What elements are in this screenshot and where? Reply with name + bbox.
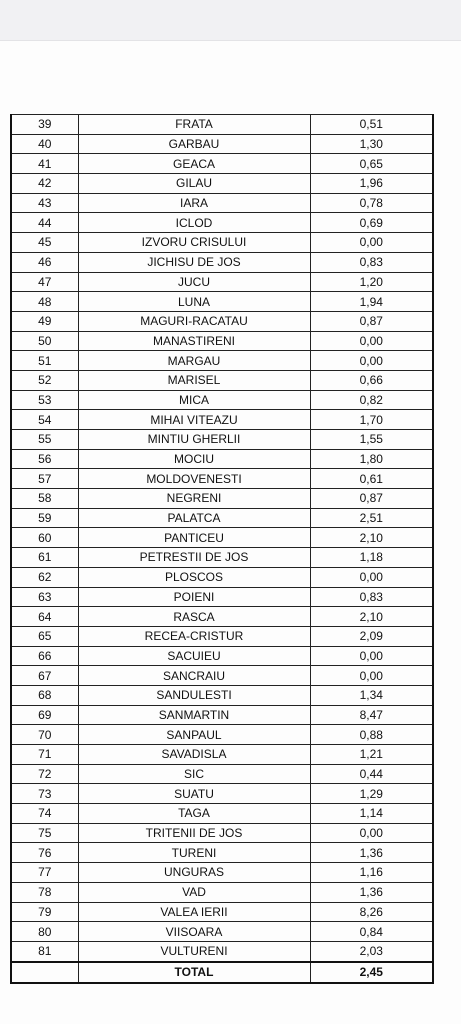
table-body — [11, 115, 433, 962]
row-number: 42 — [11, 174, 78, 194]
locality-name: PANTICEU — [78, 528, 310, 548]
locality-name: MARGAU — [78, 351, 310, 371]
table-row — [11, 489, 433, 509]
row-number: 64 — [11, 607, 78, 627]
row-number: 56 — [11, 449, 78, 469]
row-number: 66 — [11, 646, 78, 666]
row-value: 0,00 — [310, 331, 433, 351]
row-value: 1,16 — [310, 863, 433, 883]
row-value: 8,47 — [310, 705, 433, 725]
table-row — [11, 449, 433, 469]
row-number: 61 — [11, 548, 78, 568]
row-number: 58 — [11, 489, 78, 509]
row-number: 73 — [11, 784, 78, 804]
row-number: 55 — [11, 430, 78, 450]
locality-name: SANMARTIN — [78, 705, 310, 725]
row-value: 0,44 — [310, 764, 433, 784]
row-number: 59 — [11, 508, 78, 528]
table-row — [11, 843, 433, 863]
table-row — [11, 508, 433, 528]
total-value: 2,45 — [310, 962, 433, 983]
row-value: 1,14 — [310, 804, 433, 824]
row-number: 52 — [11, 370, 78, 390]
locality-name: IARA — [78, 193, 310, 213]
total-row — [11, 962, 433, 983]
locality-name: JUCU — [78, 272, 310, 292]
table-row — [11, 134, 433, 154]
table-row — [11, 174, 433, 194]
table-row — [11, 784, 433, 804]
row-value: 1,55 — [310, 430, 433, 450]
locality-name: MANASTIRENI — [78, 331, 310, 351]
row-value: 0,88 — [310, 725, 433, 745]
row-value: 0,87 — [310, 489, 433, 509]
locality-name: TRITENII DE JOS — [78, 823, 310, 843]
table-row — [11, 745, 433, 765]
table-row — [11, 587, 433, 607]
table-row — [11, 351, 433, 371]
row-number: 81 — [11, 941, 78, 961]
table-row — [11, 646, 433, 666]
row-value: 0,84 — [310, 922, 433, 942]
row-number: 65 — [11, 626, 78, 646]
table-row — [11, 430, 433, 450]
row-value: 1,94 — [310, 292, 433, 312]
row-value: 1,20 — [310, 272, 433, 292]
row-number: 41 — [11, 154, 78, 174]
row-number: 51 — [11, 351, 78, 371]
locality-name: MINTIU GHERLII — [78, 430, 310, 450]
row-value: 1,34 — [310, 685, 433, 705]
table-row — [11, 823, 433, 843]
locality-name: GEACA — [78, 154, 310, 174]
row-number: 49 — [11, 311, 78, 331]
table-row — [11, 311, 433, 331]
locality-name: RECEA-CRISTUR — [78, 626, 310, 646]
row-value: 0,61 — [310, 469, 433, 489]
table-row — [11, 193, 433, 213]
row-number: 79 — [11, 902, 78, 922]
row-number: 70 — [11, 725, 78, 745]
locality-name: SANPAUL — [78, 725, 310, 745]
locality-name: LUNA — [78, 292, 310, 312]
row-number: 69 — [11, 705, 78, 725]
row-value: 0,65 — [310, 154, 433, 174]
locality-name: MIHAI VITEAZU — [78, 410, 310, 430]
table-row — [11, 863, 433, 883]
locality-name: FRATA — [78, 115, 310, 135]
table-row — [11, 390, 433, 410]
locality-name: JICHISU DE JOS — [78, 252, 310, 272]
locality-name: SACUIEU — [78, 646, 310, 666]
locality-name: PALATCA — [78, 508, 310, 528]
total-number-cell — [11, 962, 78, 983]
table-row — [11, 252, 433, 272]
row-value: 0,66 — [310, 370, 433, 390]
row-number: 76 — [11, 843, 78, 863]
row-value: 0,00 — [310, 233, 433, 253]
row-number: 57 — [11, 469, 78, 489]
row-number: 54 — [11, 410, 78, 430]
row-value: 0,00 — [310, 646, 433, 666]
locality-name: TAGA — [78, 804, 310, 824]
table-row — [11, 370, 433, 390]
locality-name: POIENI — [78, 587, 310, 607]
row-value: 1,21 — [310, 745, 433, 765]
row-value: 1,96 — [310, 174, 433, 194]
row-value: 0,00 — [310, 666, 433, 686]
row-value: 2,09 — [310, 626, 433, 646]
row-number: 77 — [11, 863, 78, 883]
row-number: 80 — [11, 922, 78, 942]
table-row — [11, 804, 433, 824]
row-value: 0,00 — [310, 823, 433, 843]
table-row — [11, 528, 433, 548]
locality-name: PLOSCOS — [78, 567, 310, 587]
table-row — [11, 902, 433, 922]
row-value: 2,10 — [310, 528, 433, 548]
row-number: 48 — [11, 292, 78, 312]
table-row — [11, 213, 433, 233]
row-value: 0,51 — [310, 115, 433, 135]
locality-name: MAGURI-RACATAU — [78, 311, 310, 331]
row-number: 53 — [11, 390, 78, 410]
locality-name: UNGURAS — [78, 863, 310, 883]
table-row — [11, 115, 433, 135]
table-row — [11, 607, 433, 627]
row-number: 39 — [11, 115, 78, 135]
row-value: 0,69 — [310, 213, 433, 233]
locality-name: MARISEL — [78, 370, 310, 390]
row-number: 44 — [11, 213, 78, 233]
row-value: 1,36 — [310, 882, 433, 902]
row-number: 71 — [11, 745, 78, 765]
table-row — [11, 764, 433, 784]
row-number: 78 — [11, 882, 78, 902]
table-row — [11, 548, 433, 568]
locality-name: SIC — [78, 764, 310, 784]
total-label: TOTAL — [78, 962, 310, 983]
locality-name: MOLDOVENESTI — [78, 469, 310, 489]
locality-name: MICA — [78, 390, 310, 410]
row-value: 2,51 — [310, 508, 433, 528]
locality-name: SAVADISLA — [78, 745, 310, 765]
table-row — [11, 882, 433, 902]
table-row — [11, 233, 433, 253]
localities-table — [10, 114, 434, 984]
table-row — [11, 666, 433, 686]
row-value: 1,70 — [310, 410, 433, 430]
table-row — [11, 410, 433, 430]
locality-name: TURENI — [78, 843, 310, 863]
locality-name: ICLOD — [78, 213, 310, 233]
locality-name: VIISOARA — [78, 922, 310, 942]
row-value: 1,18 — [310, 548, 433, 568]
row-value: 2,10 — [310, 607, 433, 627]
row-value: 1,80 — [310, 449, 433, 469]
row-value: 1,30 — [310, 134, 433, 154]
row-number: 45 — [11, 233, 78, 253]
row-value: 0,78 — [310, 193, 433, 213]
table-row — [11, 272, 433, 292]
locality-name: VULTURENI — [78, 941, 310, 961]
row-number: 74 — [11, 804, 78, 824]
locality-name: MOCIU — [78, 449, 310, 469]
locality-name: RASCA — [78, 607, 310, 627]
row-value: 0,87 — [310, 311, 433, 331]
locality-name: VAD — [78, 882, 310, 902]
row-number: 43 — [11, 193, 78, 213]
table-row — [11, 292, 433, 312]
locality-name: IZVORU CRISULUI — [78, 233, 310, 253]
locality-name: NEGRENI — [78, 489, 310, 509]
table-row — [11, 331, 433, 351]
row-number: 46 — [11, 252, 78, 272]
row-value: 0,00 — [310, 351, 433, 371]
row-value: 1,36 — [310, 843, 433, 863]
row-number: 75 — [11, 823, 78, 843]
row-value: 0,00 — [310, 567, 433, 587]
row-number: 62 — [11, 567, 78, 587]
table-row — [11, 725, 433, 745]
row-value: 8,26 — [310, 902, 433, 922]
row-value: 0,82 — [310, 390, 433, 410]
row-number: 72 — [11, 764, 78, 784]
table-row — [11, 469, 433, 489]
locality-name: SUATU — [78, 784, 310, 804]
table-row — [11, 154, 433, 174]
row-number: 63 — [11, 587, 78, 607]
row-number: 68 — [11, 685, 78, 705]
locality-name: PETRESTII DE JOS — [78, 548, 310, 568]
row-number: 50 — [11, 331, 78, 351]
row-value: 2,03 — [310, 941, 433, 961]
locality-name: GILAU — [78, 174, 310, 194]
table-row — [11, 705, 433, 725]
row-number: 40 — [11, 134, 78, 154]
locality-name: GARBAU — [78, 134, 310, 154]
row-number: 47 — [11, 272, 78, 292]
table-row — [11, 941, 433, 961]
table-row — [11, 685, 433, 705]
table-row — [11, 626, 433, 646]
row-value: 0,83 — [310, 252, 433, 272]
row-number: 60 — [11, 528, 78, 548]
locality-name: SANCRAIU — [78, 666, 310, 686]
table-row — [11, 922, 433, 942]
row-number: 67 — [11, 666, 78, 686]
table-row — [11, 567, 433, 587]
locality-name: SANDULESTI — [78, 685, 310, 705]
row-value: 1,29 — [310, 784, 433, 804]
viewer-top-bar — [0, 0, 461, 41]
row-value: 0,83 — [310, 587, 433, 607]
locality-name: VALEA IERII — [78, 902, 310, 922]
